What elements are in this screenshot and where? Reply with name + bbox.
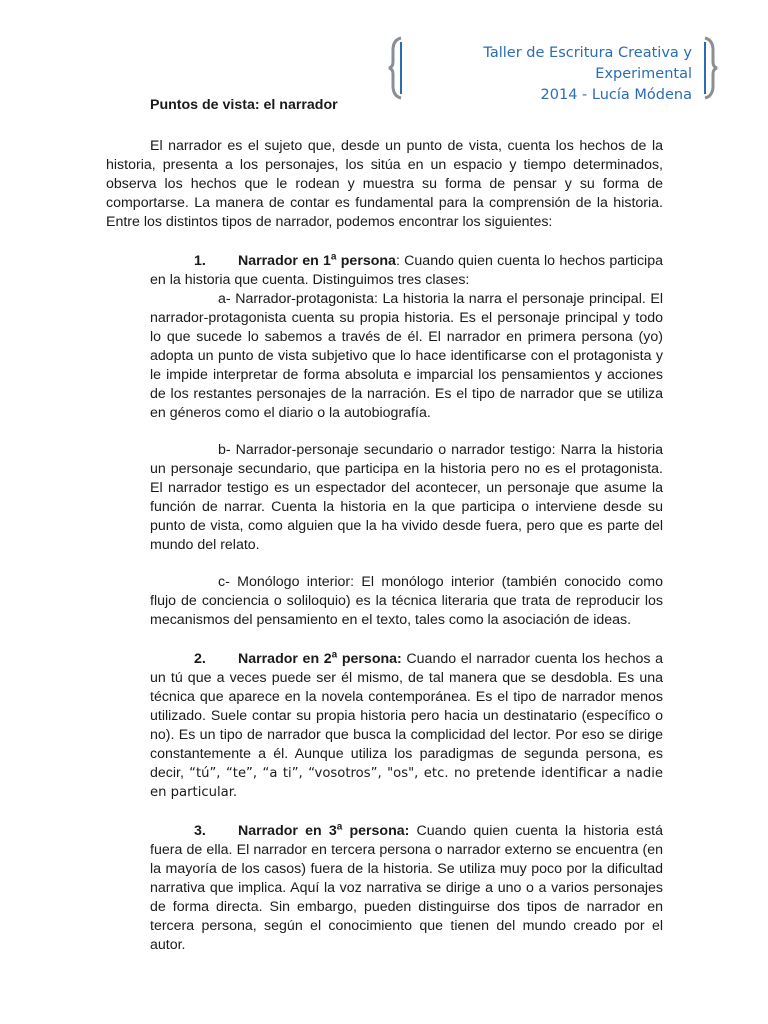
section-1-sub-a: a- Narrador-protagonista: La historia la narra el personaje principal. El narrador-protagonista cuenta su propia historia. Es el personaje principal y todo lo que sucede lo sabemos a través de él. El narrador en primera persona (yo) adopta un punto de vista subjetivo que lo hace identificarse con el protagonista y le impide interpretar de forma absoluta e imparcial los pensamientos y acciones de los restantes personajes de la narración. Es el tipo de narrador que se utiliza en géneros como el diario o la autobiografía. <box>150 291 663 421</box>
section-3 <box>150 822 663 955</box>
section-3-heading-end: persona: <box>342 823 410 839</box>
section-3-sup: a <box>336 821 343 833</box>
section-1-sup: a <box>330 251 337 263</box>
section-2-quote: “tú”, “te”, “a ti”, “vosotros”, "os", etc. no pretende identificar a nadie en particular. <box>150 766 663 800</box>
right-brace-icon <box>702 36 718 100</box>
section-3-heading-text: Narrador en 3 <box>238 823 337 839</box>
section-2 <box>150 650 663 802</box>
page-title: Puntos de vista: el narrador <box>150 97 338 113</box>
header-line-2: 2014 - Lucía Módena <box>540 87 692 103</box>
section-1 <box>150 252 663 290</box>
section-1-sub-b: b- Narrador-personaje secundario o narrador testigo: Narra la historia un personaje secundario, que participa en la historia pero no es el protagonista. El narrador testigo es un espectador del acontecer, un personaje que asume la función de narrar. Cuenta la historia en la que participa o interviene desde su punto de vista, como alguien que la ha vivido desde fuera, pero que es parte del mundo del relato. <box>150 442 663 553</box>
section-2-heading <box>238 651 402 667</box>
section-2-heading-end: persona: <box>337 651 402 667</box>
section-2-text: Cuando el narrador cuenta los hechos a un tú que a veces puede ser él mismo, de tal manera que se desdobla. Es una técnica que aparece en la novela contemporánea. Es el tipo de narrador menos utilizado. Suele contar su propia historia pero hacia un destinatario (específico o no). Es un tipo de narrador que busca la complicidad del lector. Por eso se dirige constantemente a él. Aunque utiliza los paradigmas de segunda persona, es decir, <box>150 651 663 781</box>
section-2-sup: a <box>331 649 338 661</box>
section-2-number: 2. <box>194 651 206 667</box>
document-body <box>106 96 663 955</box>
section-1-number: 1. <box>194 253 206 269</box>
header-line-1: Taller de Escritura Creativa y Experimental <box>483 45 692 82</box>
section-3-heading <box>238 823 409 839</box>
section-1-heading <box>238 253 396 269</box>
page-header <box>388 36 718 103</box>
intro-paragraph: El narrador es el sujeto que, desde un punto de vista, cuenta los hechos de la historia, presenta a los personajes, los sitúa en un espacio y tiempo determinados, observa los hechos que le rodean y muestra su forma de pensar y su forma de comportarse. La manera de contar es fundamental para la comprensión de la historia. Entre los distintos tipos de narrador, podemos encontrar los siguientes: <box>106 138 663 230</box>
section-1-sub-c: c- Monólogo interior: El monólogo interior (también conocido como flujo de conciencia o soliloquio) es la técnica literaria que trata de reproducir los mecanismos del pensamiento en el texto, tales como la asociación de ideas. <box>150 574 663 628</box>
section-2-heading-text: Narrador en 2 <box>238 651 332 667</box>
section-3-text: Cuando quien cuenta la historia está fuera de ella. El narrador en tercera persona o narrador externo se encuentra (en la mayoría de los casos) fuera de la historia. Se utiliza muy poco por la dificultad narrativa que implica. Aquí la voz narrativa se dirige a uno o a varios personajes de forma directa. Sin embargo, pueden distinguirse dos tipos de narrador en tercera persona, según el conocimiento que tienen del mundo creado por el autor. <box>150 823 663 953</box>
section-1-heading-end: persona <box>336 253 396 269</box>
section-1-text: : Cuando quien cuenta lo hechos participa en la historia que cuenta. Distinguimos tres clases: <box>150 253 663 288</box>
section-3-number: 3. <box>194 823 206 839</box>
section-1-heading-text: Narrador en 1 <box>238 253 331 269</box>
